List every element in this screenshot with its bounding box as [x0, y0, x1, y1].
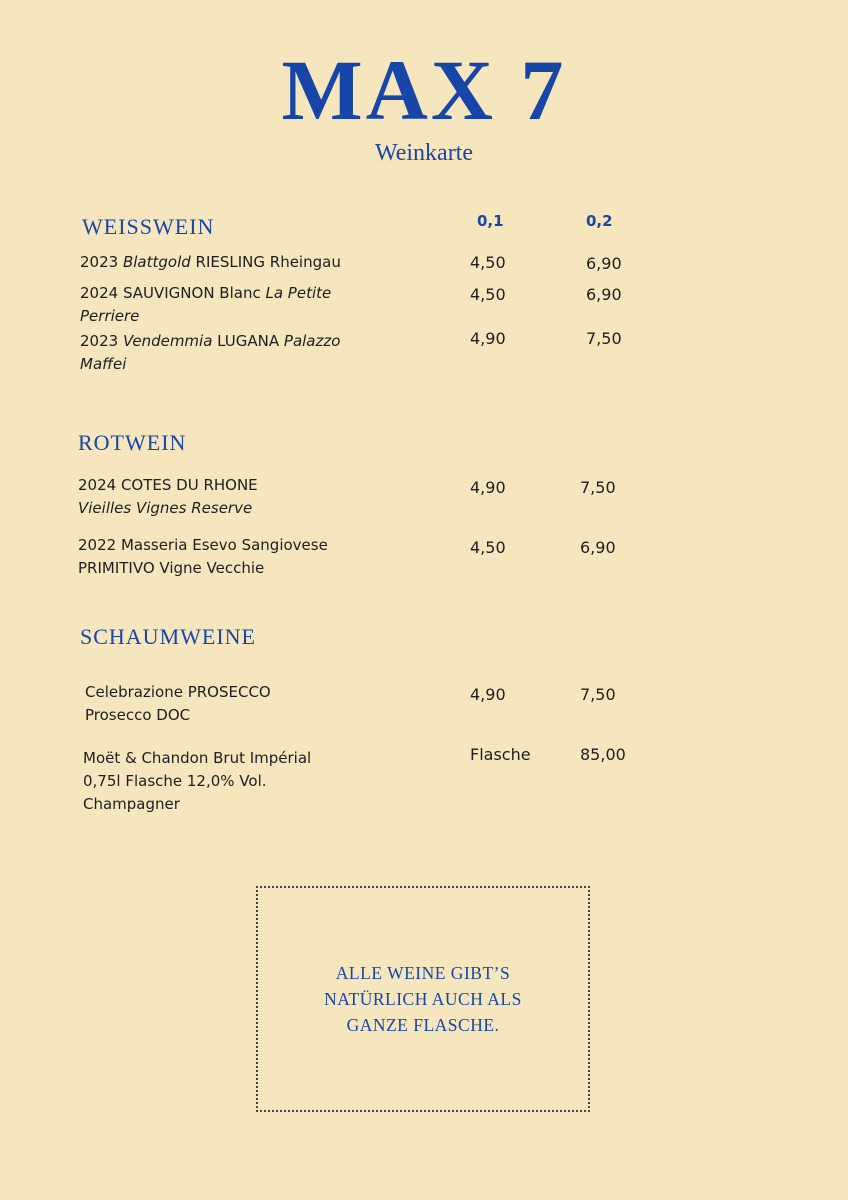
- price-small: 4,90: [470, 478, 506, 497]
- column-header-small: 0,1: [477, 212, 504, 230]
- column-header-large: 0,2: [586, 212, 613, 230]
- wine-item: 2023 Vendemmia LUGANA Palazzo Maffei: [80, 332, 341, 373]
- section-heading-schaumweine: SCHAUMWEINE: [80, 624, 256, 649]
- price-bottle: 85,00: [580, 745, 626, 764]
- wine-item: 2024 SAUVIGNON Blanc La Petite Perriere: [80, 284, 332, 325]
- price-large: 6,90: [586, 285, 622, 304]
- price-small: 4,50: [470, 538, 506, 557]
- bottle-note-box: [256, 886, 590, 1112]
- price-bottle-label: Flasche: [470, 745, 531, 764]
- wine-item: Celebrazione PROSECCO Prosecco DOC: [85, 683, 271, 724]
- price-small: 4,90: [470, 685, 506, 704]
- price-small: 4,50: [470, 285, 506, 304]
- wine-item: Moët & Chandon Brut Impérial 0,75l Flasche 12,0% Vol. Champagner: [83, 749, 312, 813]
- price-large: 7,50: [580, 685, 616, 704]
- price-small: 4,50: [470, 253, 506, 272]
- price-large: 7,50: [580, 478, 616, 497]
- section-heading-rotwein: ROTWEIN: [78, 430, 187, 455]
- wine-item: 2023 Blattgold RIESLING Rheingau: [80, 253, 341, 271]
- price-large: 6,90: [580, 538, 616, 557]
- price-large: 7,50: [586, 329, 622, 348]
- restaurant-title: MAX 7: [281, 42, 567, 138]
- menu-subtitle: Weinkarte: [374, 140, 473, 166]
- price-large: 6,90: [586, 254, 622, 273]
- section-heading-weisswein: WEISSWEIN: [82, 214, 215, 239]
- bottle-note-text: ALLE WEINE GIBT’S NATÜRLICH AUCH ALS GANZE FLASCHE.: [324, 963, 522, 1035]
- wine-item: 2022 Masseria Esevo Sangiovese PRIMITIVO Vigne Vecchie: [78, 536, 328, 577]
- price-small: 4,90: [470, 329, 506, 348]
- wine-item: 2024 COTES DU RHONE Vieilles Vignes Reserve: [78, 476, 258, 517]
